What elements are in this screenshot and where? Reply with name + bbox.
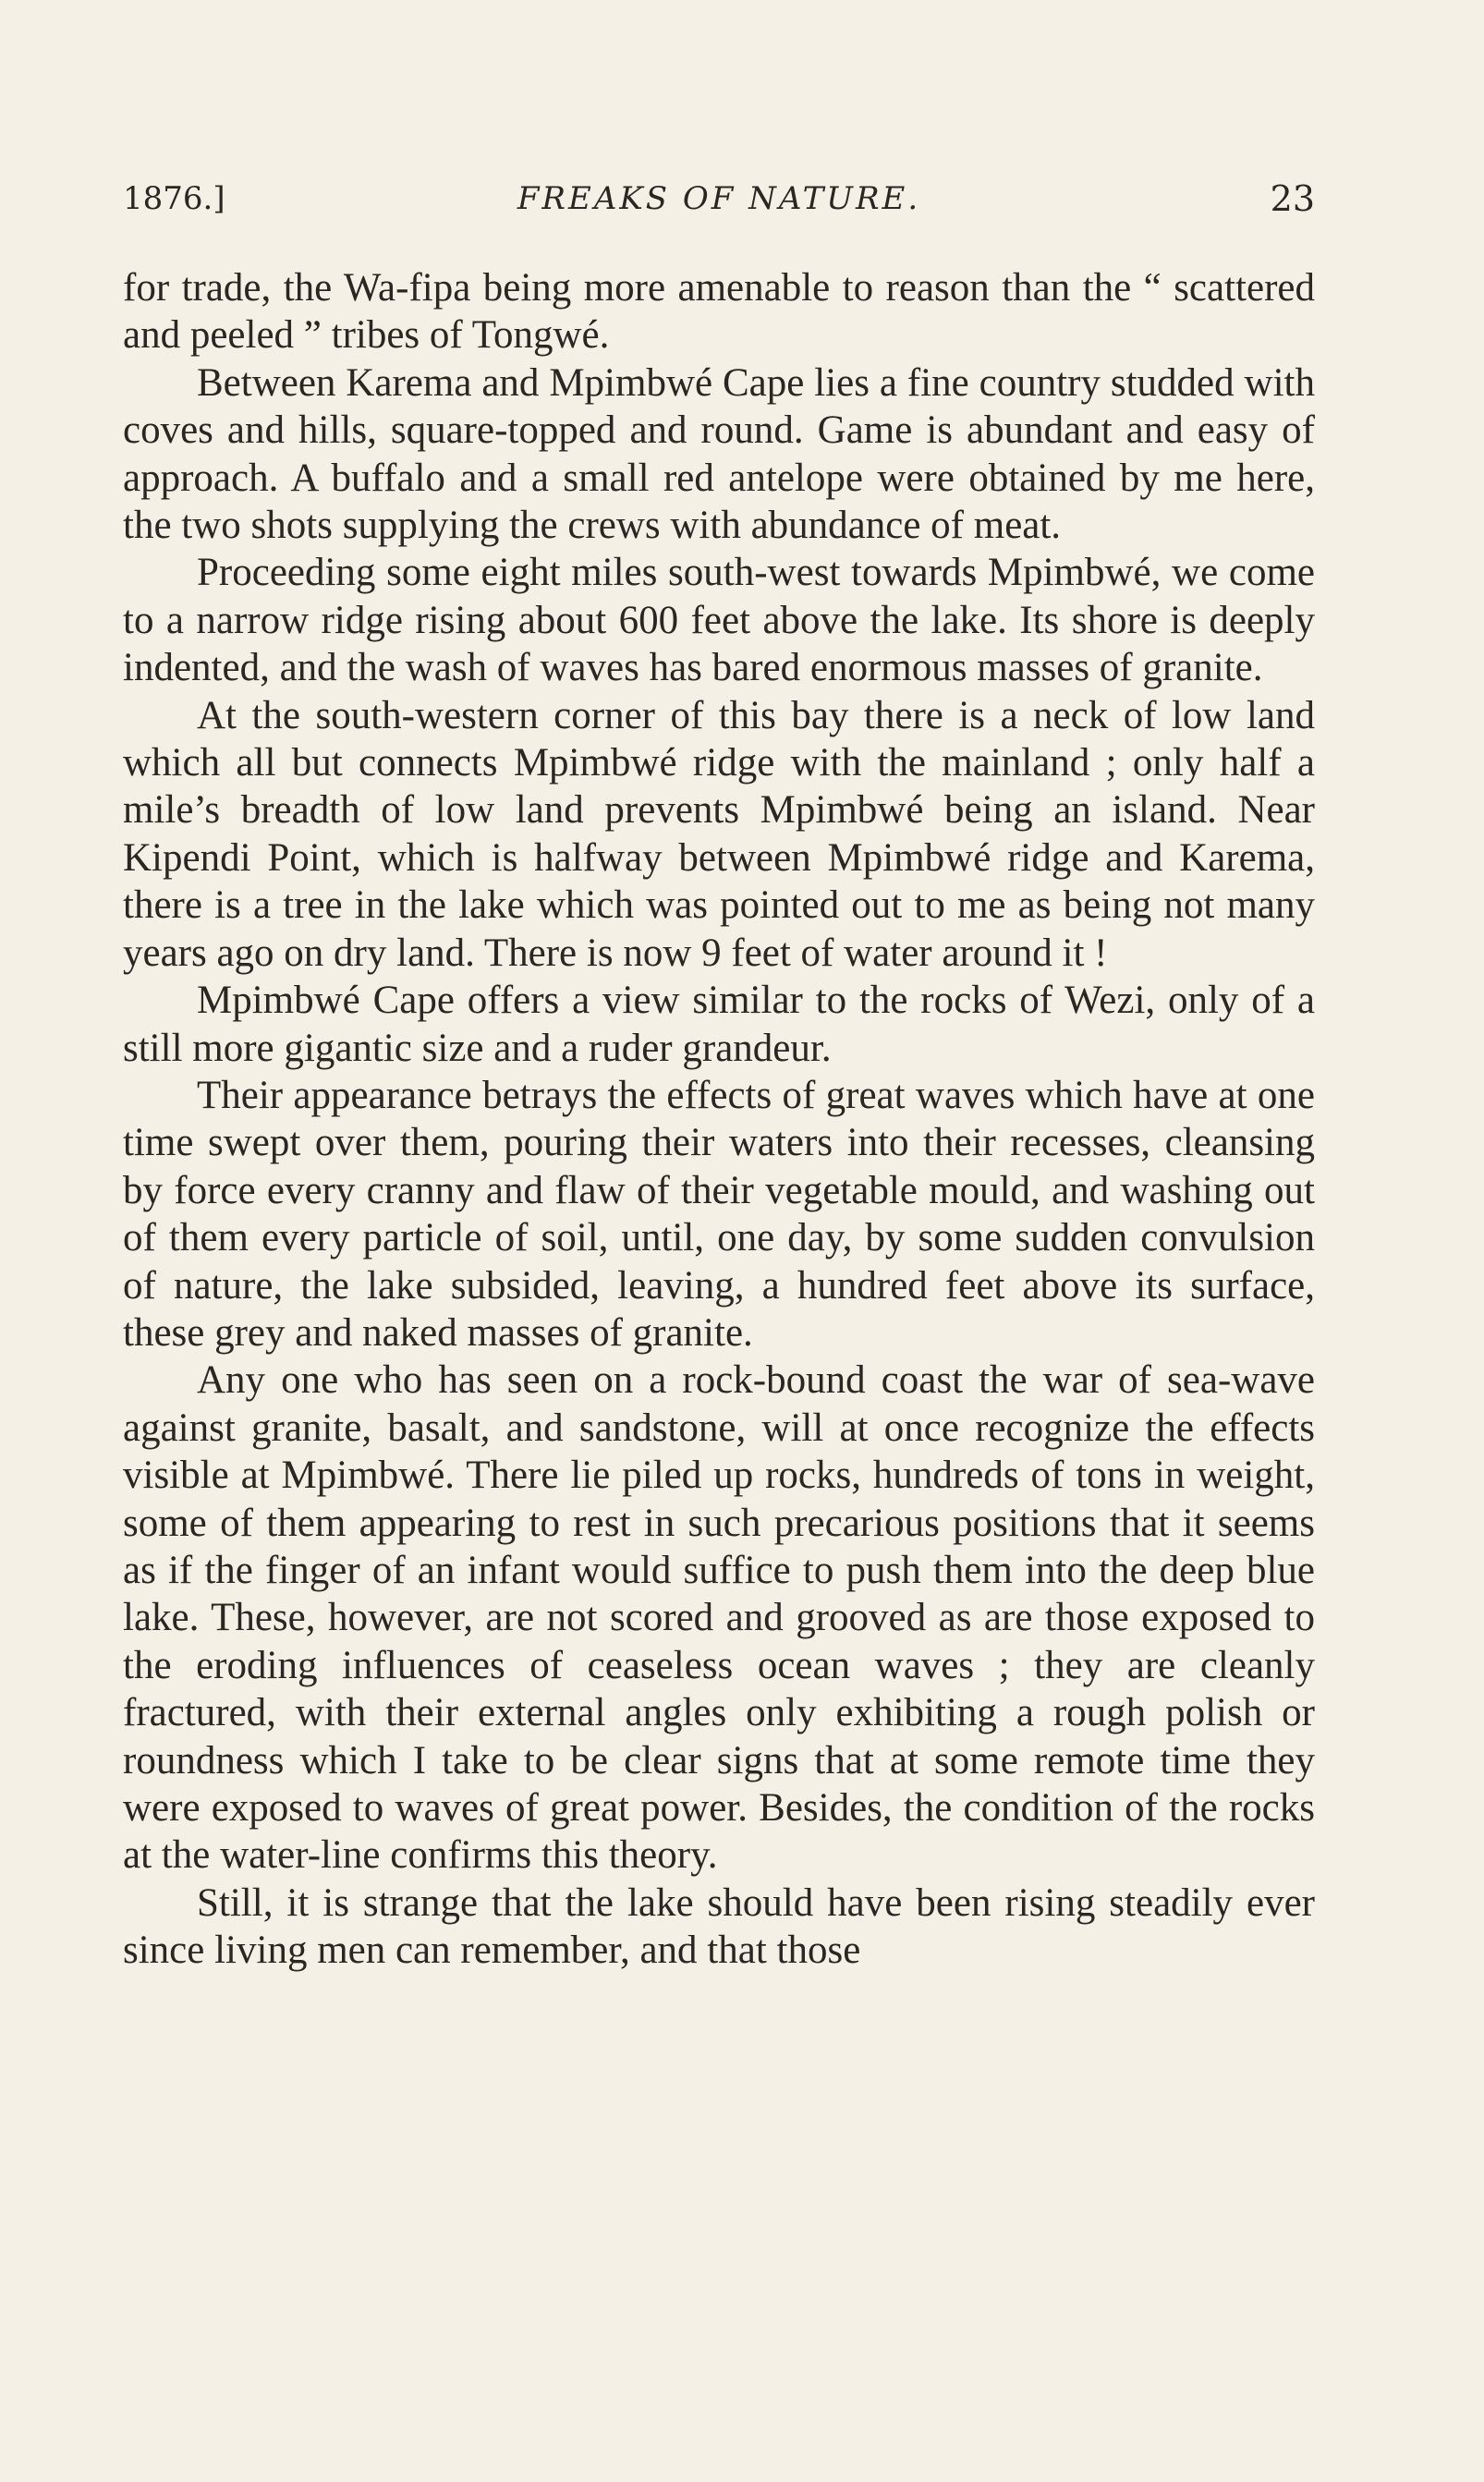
paragraph: Proceeding some eight miles south-west towards Mpimbwé, we come to a narrow ridge rising about 600 feet above the lake. Its shore is deeply indented, and the wash of waves has bared enormous masses of granite. <box>123 551 1315 690</box>
paragraph: At the south-western corner of this bay there is a neck of low land which all but connects Mpimbwé ridge with the mainland ; only half a mile’s breadth of low land prevents Mpimbwé being an island. Near Kipendi Point, which is halfway between Mpimbwé ridge and Karema, there is a tree in the lake which was pointed out to me as being not many years ago on dry land. There is now 9 feet of water around it ! <box>123 693 1315 975</box>
paragraph: Any one who has seen on a rock-bound coast the war of sea-wave against granite, basalt, and sandstone, will at once recognize the effects visible at Mpimbwé. There lie piled up rocks, hundreds of tons in weight, some of them appearing to rest in such precarious positions that it seems as if the finger of an infant would suffice to push them into the deep blue lake. These, however, are not scored and grooved as are those exposed to the eroding influences of ceaseless ocean waves ; they are cleanly fractured, with their external angles only exhibiting a rough polish or roundness which I take to be clear signs that at some remote time they were exposed to waves of great power. Besides, the condition of the rocks at the water-line confirms this theory. <box>123 1358 1315 1878</box>
paragraph: for trade, the Wa-fipa being more amenable to reason than the “ scattered and peeled ” tribes of Tongwé. <box>123 266 1315 358</box>
header-year: 1876.] <box>123 180 225 217</box>
paragraph: Mpimbwé Cape offers a view similar to the rocks of Wezi, only of a still more gigantic size and a ruder grandeur. <box>123 979 1315 1070</box>
paragraph: Their appearance betrays the effects of great waves which have at one time swept over them, pouring their waters into their recesses, cleansing by force every cranny and flaw of their vegetable mould, and washing out of them every particle of soil, until, one day, by some sudden convulsion of nature, the lake subsided, leaving, a hundred feet above its surface, these grey and naked masses of granite. <box>123 1073 1315 1355</box>
running-header <box>123 176 1315 222</box>
running-title: FREAKS OF NATURE. <box>517 180 921 217</box>
paragraph: Still, it is strange that the lake should have been rising steadily ever since living men can remember, and that those <box>123 1880 1315 1973</box>
page-number: 23 <box>1270 178 1315 219</box>
paragraph: Between Karema and Mpimbwé Cape lies a fine country studded with coves and hills, square-topped and round. Game is abundant and easy of approach. A buffalo and a small red antelope were obtained by me here, the two shots supplying the crews with abundance of meat. <box>123 360 1315 548</box>
body-text <box>123 264 1315 1975</box>
